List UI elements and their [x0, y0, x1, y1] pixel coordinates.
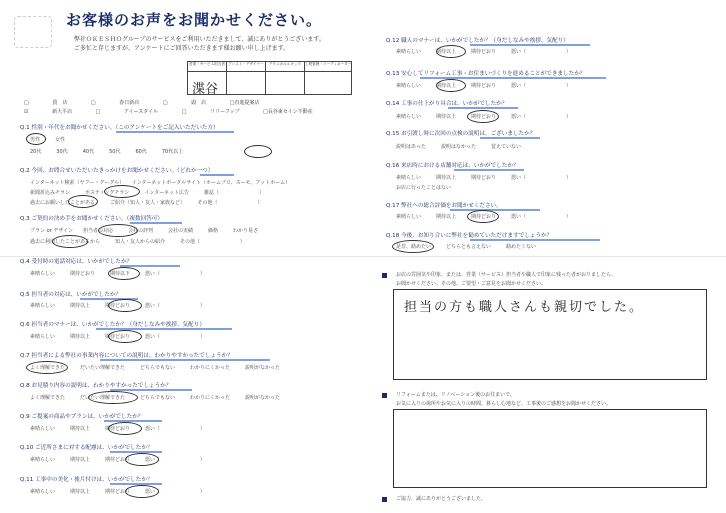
comment-prompt-1: お店の雰囲気や印象、または、営業（サービス）担当者や職人で印象に残った者がおりましたら、: [396, 272, 617, 278]
options-q12[interactable]: 素晴らしい 期待以上 期待どおり 悪い（ ）: [396, 49, 572, 55]
highlight-underline: [104, 420, 162, 422]
highlight-underline: [110, 483, 162, 485]
type-option[interactable]: □直進提案店: [229, 100, 260, 106]
type-row-1[interactable]: [24, 99, 260, 106]
question-q3: Q.3 ご契約の決め手をお聞かせください。（複数回答可）: [20, 216, 163, 222]
options-q2-line1[interactable]: インターネット検索（ヤフー・グーグル） インターネットポータルサイト（ホームプロ、スーモ、アットホーム）: [30, 180, 291, 186]
options-q4[interactable]: 素晴らしい 期待どおり 期待以下 悪い（ ）: [30, 271, 206, 277]
photo-prompt-1: リフォームまたは、リノベーション後のお住まいで、: [396, 392, 516, 398]
highlight-underline: [454, 169, 524, 171]
highlight-underline: [470, 44, 590, 46]
answer-circle: [26, 133, 46, 145]
answer-circle: [98, 224, 138, 237]
type-option[interactable]: □ 春日新店: [90, 100, 140, 106]
question-q5: Q.5 担当者の対応は、いかがでしたか？: [20, 292, 122, 298]
highlight-underline: [470, 239, 600, 241]
options-q14[interactable]: 素晴らしい 期待以上 期待どおり 悪い（ ）: [396, 114, 572, 120]
answer-circle: [88, 391, 138, 404]
highlight-underline: [96, 328, 232, 330]
options-q5[interactable]: 素晴らしい 期待以上 期待どおり 悪い（ ）: [30, 303, 206, 309]
question-q11: Q.11 工事中の美化・後片付けは、いかがでしたか？: [20, 477, 153, 483]
question-q15: Q.15 お引渡し時に次回の点検の説明は、ございましたか？: [386, 131, 536, 137]
options-q15[interactable]: 説明はあった 説明はなかった 覚えていない: [396, 144, 521, 150]
highlight-underline: [100, 359, 270, 361]
options-q1-gender[interactable]: 男性 女性: [30, 137, 66, 143]
highlight-underline: [450, 209, 540, 211]
options-q1-age[interactable]: 20代 30代 40代 50代 60代 70代以上: [30, 149, 184, 155]
comment-prompt-2: お聞かせください。その他、ご要望・ご意見をお聞かせください。: [396, 281, 547, 287]
answer-circle: [125, 453, 159, 466]
type-option[interactable]: □ 頭 店: [162, 100, 207, 106]
staff-header-coordinator: 工程管理・コーディネーター: [305, 62, 352, 72]
question-q1: Q.1 性別・年代をお聞かせください。（このアンケートをご記入いただいた方）: [20, 125, 219, 131]
answer-circle: [244, 145, 272, 158]
options-q16[interactable]: 素晴らしい 期待以上 期待どおり 悪い（ ）: [396, 175, 572, 181]
question-q8: Q.8 お見積り内容の説明は、わかりやすかったでしょうか？: [20, 383, 172, 389]
intro-text-2: ご多忙と存じますが、アンケートにご回答いただきます様お願い申し上げます。: [74, 45, 290, 52]
staff-cell-sales[interactable]: [188, 72, 227, 95]
staff-cell-technical[interactable]: [266, 72, 305, 95]
question-q6: Q.6 担当者のマナーは、いかがでしたか？（身だしなみや挨拶、気配り）: [20, 322, 205, 328]
highlight-underline: [130, 222, 182, 224]
options-q18[interactable]: 是非、勧めたい どちらとも言えない 勧めたくない: [396, 244, 537, 250]
options-q2-line2[interactable]: 新聞折込みチラシ ポスティングチラシ インターネット広告 雑誌（ ）: [30, 190, 264, 196]
highlight-underline: [480, 137, 540, 139]
options-q13[interactable]: 素晴らしい 期待以上 期待どおり 悪い（ ）: [396, 83, 572, 89]
options-q8[interactable]: よく理解できた だいたい理解できた どちらでもない わかりにくかった 説明がなかった: [30, 395, 280, 401]
options-q6[interactable]: 素晴らしい 期待以上 期待どおり 悪い（ ）: [30, 334, 206, 340]
question-q18: Q.18 今後、お知り合いに弊社を勧めていただけますでしょうか？: [386, 233, 553, 239]
answer-circle: [108, 299, 142, 312]
section-bullet: [382, 273, 387, 278]
answer-circle: [68, 195, 98, 208]
answer-circle: [125, 485, 159, 498]
question-q2: Q.2 今回、お問合せいただいたきっかけをお聞かせください。（どれか一つ）: [20, 168, 214, 174]
answer-circle: [26, 361, 68, 374]
answer-circle: [108, 330, 142, 343]
question-q13: Q.13 安心してリフォーム工事・お住まいづくりを進めることができましたか？: [386, 71, 586, 77]
section-bullet: [382, 393, 387, 398]
intro-text-1: 弊社ＯＫＥＳＨＯグループのサービスをご利用いただきまして、誠にありがとうございます。: [74, 36, 325, 43]
highlight-underline: [116, 131, 234, 133]
impression-box[interactable]: [393, 409, 707, 488]
answer-circle: [104, 185, 140, 198]
footer-thanks: ご協力、誠にありがとうございました。: [396, 496, 487, 502]
highlight-underline: [110, 451, 162, 453]
staff-header-technical: テクニカルエキップ: [266, 62, 305, 72]
options-q10[interactable]: 素晴らしい 期待以上 期待どおり 悪い（ ）: [30, 457, 206, 463]
question-q7: Q.7 担当者による弊社の事業内容についての説明は、わかりやすかったでしょうか？: [20, 353, 233, 359]
options-q7[interactable]: よく理解できた だいたい理解できた どちらでもない わかりにくかった 説明がなかった: [30, 365, 280, 371]
staff-table: [187, 61, 352, 95]
staff-header-assist: アシスト・デザイナー: [227, 62, 266, 72]
type-option[interactable]: □ 賃 店: [24, 100, 68, 106]
type-option[interactable]: ☑ 新大平店: [24, 109, 73, 115]
comment-box[interactable]: [393, 289, 707, 380]
options-q2-line3[interactable]: 過去にお願いしたことがある ご紹介（知人・友人・家族など） その他（ ）: [30, 200, 263, 206]
section-bullet: [382, 497, 387, 502]
highlight-underline: [120, 265, 180, 267]
photo-prompt-2: お気に入りの場所やお気に入りの時間、暮らし心地など、工事後のご感想をお聞かせください。: [396, 401, 612, 407]
options-q17[interactable]: 素晴らしい 期待以上 期待どおり 悪い（ ）: [396, 214, 572, 220]
options-q16-novisit[interactable]: お店に行ったことはない: [396, 185, 452, 191]
type-option[interactable]: □ アイースタイル: [95, 109, 159, 115]
page-title: お客様のお声をお聞かせください。: [66, 11, 323, 29]
answer-circle: [467, 210, 499, 223]
staff-header-sales: 営業・サービス担当者: [188, 62, 227, 72]
question-q17: Q.17 弊社への総合評価をお聞かせください。: [386, 203, 502, 209]
highlight-underline: [110, 389, 192, 391]
options-q3-line2[interactable]: 過去に利用したことがあるから 知人・友人からの紹介 その他（ ）: [30, 239, 246, 245]
options-q3-line1[interactable]: プラン or デザイン 担当者の対応 会社の評判 会社の実績 価格 わかり易さ: [30, 228, 258, 234]
question-q16: Q.16 来店時における店舗対応は、いかがでしたか？: [386, 163, 519, 169]
staff-cell-assist[interactable]: [227, 72, 266, 95]
answer-circle: [436, 45, 466, 58]
answer-circle: [467, 110, 499, 123]
question-q4: Q.4 受付時の電話対応は、いかがでしたか？: [20, 259, 133, 265]
decorative-stamp: [14, 16, 52, 48]
handwritten-comment: 担当の方も職人さんも親切でした。: [404, 300, 645, 315]
staff-cell-coordinator[interactable]: [305, 72, 352, 95]
highlight-underline: [448, 107, 518, 109]
type-option[interactable]: □ リリーフップ: [181, 109, 240, 115]
question-q9: Q.9 ご提案の商品やプランは、いかがでしたか？: [20, 414, 144, 420]
options-q11[interactable]: 素晴らしい 期待以上 期待どおり 悪い（ ）: [30, 489, 206, 495]
question-q12: Q.12 職人のマナーは、いかがでしたか？（身だしなみや挨拶、気配り）: [386, 38, 569, 44]
answer-circle: [52, 235, 88, 248]
answer-circle: [108, 422, 142, 435]
answer-circle: [392, 240, 434, 253]
question-q10: Q.10 ご近所さまに対する配慮は、いかがでしたか？: [20, 445, 153, 451]
staff-signature: 渫谷: [192, 82, 219, 97]
answer-circle: [436, 79, 466, 92]
type-row-2[interactable]: [24, 108, 313, 115]
highlight-underline: [200, 174, 234, 176]
answer-circle: [108, 267, 140, 280]
options-q9[interactable]: 素晴らしい 期待以上 期待どおり 悪い（ ）: [30, 426, 206, 432]
question-q14: Q.14 工事の仕上がり具合は、いかがでしたか？: [386, 101, 508, 107]
type-option[interactable]: □長谷東セイン不動産: [263, 109, 313, 115]
